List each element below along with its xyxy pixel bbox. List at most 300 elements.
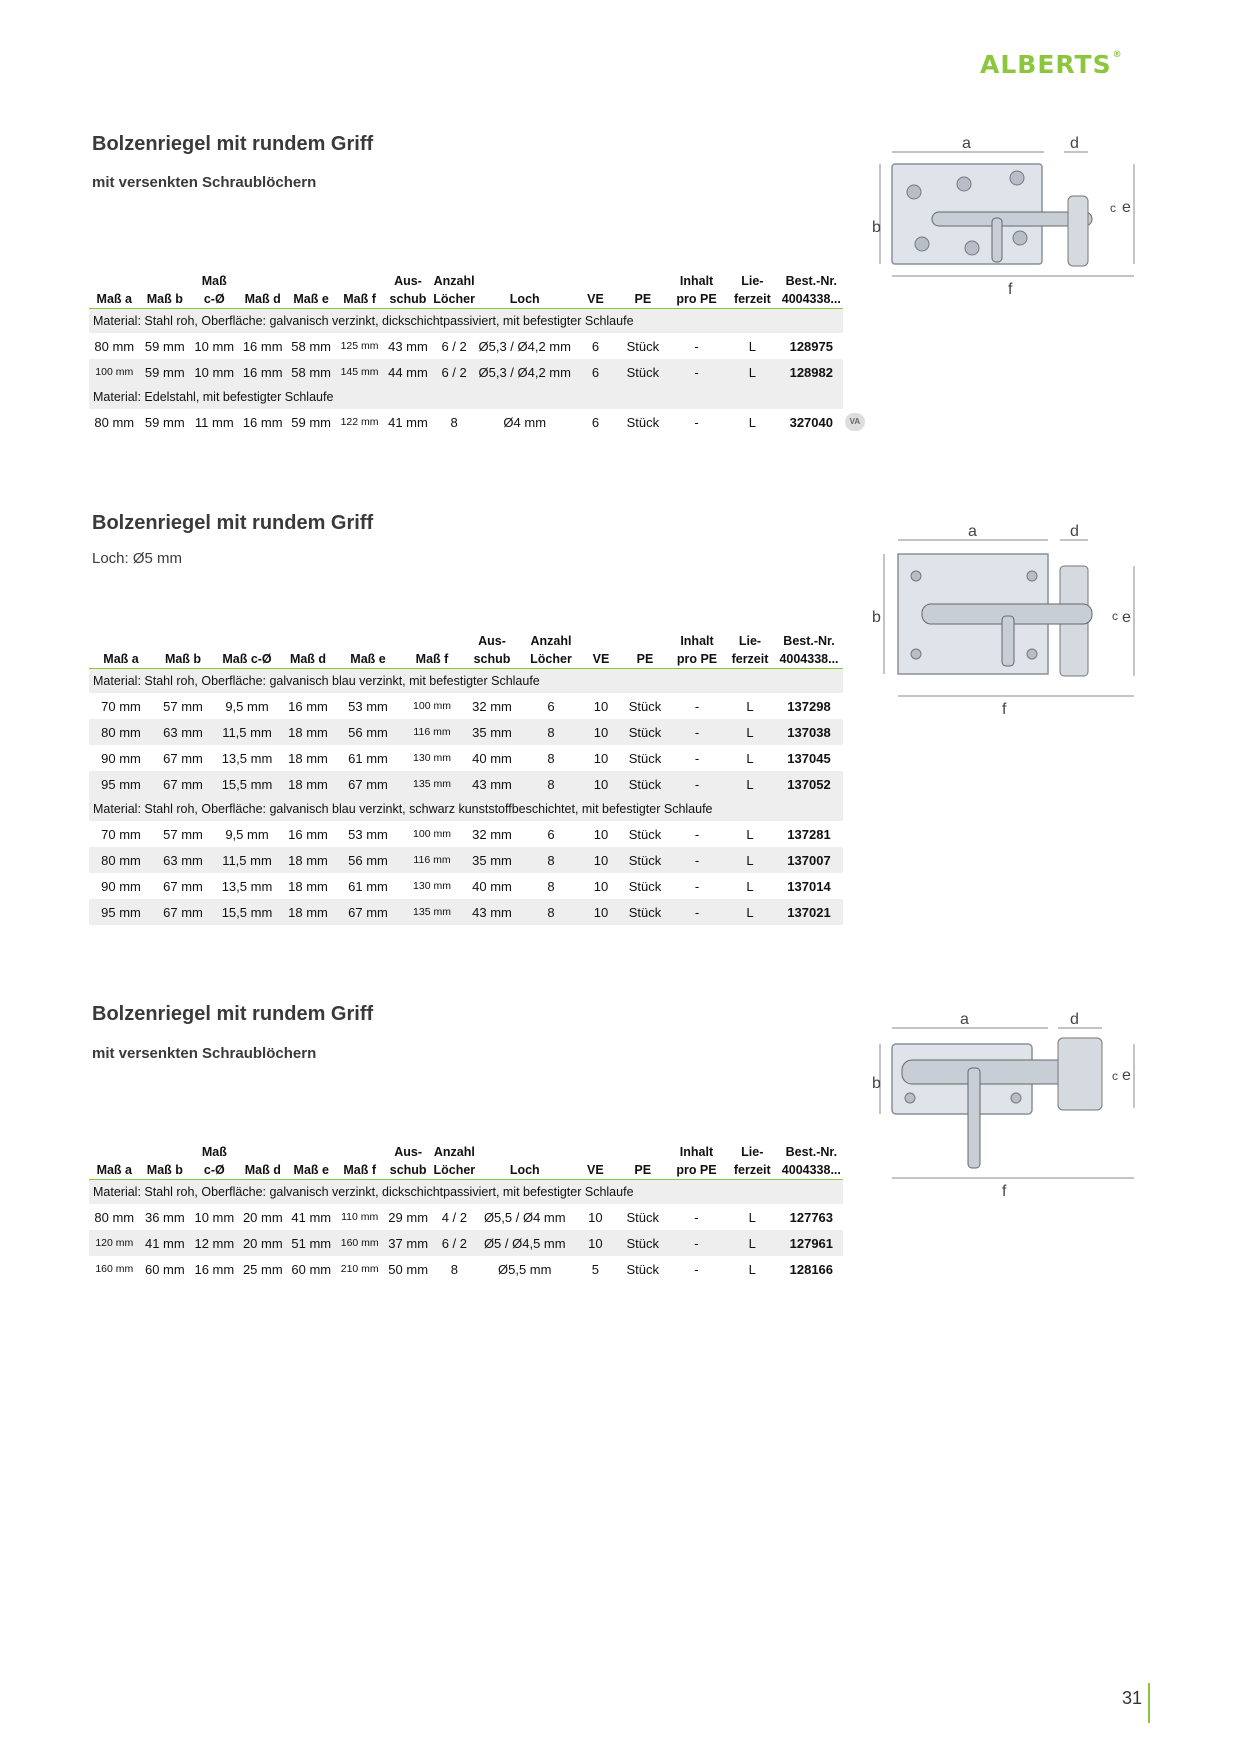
column-header-line: schub xyxy=(389,1163,427,1177)
column-header xyxy=(384,1143,432,1180)
column-header xyxy=(140,272,191,309)
column-header-line: c-Ø xyxy=(203,1163,225,1177)
table-cell: 80 mm xyxy=(94,338,135,354)
table-cell: 135 mm xyxy=(401,899,463,925)
table-cell: 8 xyxy=(547,750,555,766)
column-header-line: Anzahl xyxy=(433,1145,475,1159)
column-header-line: ferzeit xyxy=(733,292,771,306)
table-cell: 10 xyxy=(581,771,621,797)
table-row xyxy=(89,745,843,771)
section-subtitle: Loch: Ø5 mm xyxy=(92,550,183,567)
column-header-line: Best.-Nr. xyxy=(785,274,837,288)
column-header-line: pro PE xyxy=(676,1163,717,1177)
table-cell: - xyxy=(694,698,700,714)
table-cell: 10 mm xyxy=(194,1209,235,1225)
table-cell: - xyxy=(669,847,725,873)
table-cell: 120 mm xyxy=(89,1230,140,1256)
product-diagram xyxy=(872,1008,1150,1198)
table-cell: 41 mm xyxy=(388,414,428,430)
column-header xyxy=(775,632,843,669)
table-cell: 70 mm xyxy=(101,826,141,842)
table-cell: 20 mm xyxy=(239,1230,287,1256)
column-header-line: Maß xyxy=(201,1145,227,1159)
table-cell: 210 mm xyxy=(340,1263,379,1275)
table-cell: L xyxy=(748,1209,756,1225)
column-header-line: 4004338... xyxy=(781,292,841,306)
label-e: e xyxy=(1122,609,1131,626)
stainless-steel-badge: VA xyxy=(845,413,865,431)
column-header xyxy=(335,632,401,669)
table-cell: 116 mm xyxy=(401,847,463,873)
material-description: Material: Stahl roh, Oberfläche: galvanisch verzinkt, dickschichtpassiviert, mit befestigter Schlaufe xyxy=(89,1180,843,1205)
table-cell: 13,5 mm xyxy=(221,750,273,766)
table-cell: L xyxy=(748,338,756,354)
table-cell: - xyxy=(694,414,699,430)
column-header-line: Anzahl xyxy=(530,634,572,648)
table-cell: 130 mm xyxy=(413,880,451,892)
article-number: 137038 xyxy=(775,719,843,745)
column-header xyxy=(780,1143,843,1180)
table-cell: 5 xyxy=(591,1261,599,1277)
table-row xyxy=(89,847,843,873)
section-subtitle: mit versenkten Schraublöchern xyxy=(92,174,317,191)
label-d: d xyxy=(1070,136,1079,152)
table-cell: 44 mm xyxy=(384,359,432,385)
table-cell: 63 mm xyxy=(153,719,213,745)
article-number: 137298 xyxy=(787,698,831,714)
table-cell: 53 mm xyxy=(348,826,388,842)
table-cell: 41 mm xyxy=(291,1209,332,1225)
column-header-line: Lie- xyxy=(738,634,762,648)
column-header-line: Inhalt xyxy=(680,634,714,648)
column-header-line: Lie- xyxy=(741,274,764,288)
label-f: f xyxy=(1008,281,1013,296)
material-row xyxy=(89,669,843,694)
table-cell: - xyxy=(694,826,700,842)
column-header-line: Aus- xyxy=(394,1145,423,1159)
column-header-line: Maß f xyxy=(415,652,449,666)
column-header-line: Maß b xyxy=(146,292,183,306)
column-header xyxy=(521,632,581,669)
column-header xyxy=(573,272,617,309)
section-title: Bolzenriegel mit rundem Griff xyxy=(92,133,374,155)
table-cell: 20 mm xyxy=(242,1209,283,1225)
product-diagram xyxy=(872,136,1150,296)
table-cell: L xyxy=(746,698,754,714)
column-header-line: VE xyxy=(586,1163,604,1177)
column-header-line: Maß e xyxy=(293,292,329,306)
table-cell: 8 xyxy=(521,719,581,745)
table-cell: 59 mm xyxy=(144,414,185,430)
column-header-line: Loch xyxy=(509,292,540,306)
table-cell: 80 mm xyxy=(94,414,135,430)
table-cell: 10 xyxy=(593,750,609,766)
column-header xyxy=(476,1143,573,1180)
table-cell: Stück xyxy=(626,1261,659,1277)
table-header-row xyxy=(89,1143,843,1180)
column-header xyxy=(669,632,725,669)
table-cell: 51 mm xyxy=(287,1230,335,1256)
column-header-line: Maß d xyxy=(289,652,327,666)
table-cell: 6 xyxy=(573,359,617,385)
column-header xyxy=(238,272,286,309)
table-cell: 95 mm xyxy=(89,899,153,925)
table-cell: Stück xyxy=(618,359,669,385)
column-header xyxy=(89,1143,140,1180)
table-cell: Stück xyxy=(617,1230,668,1256)
brand-logo xyxy=(980,50,1123,79)
table-cell: 61 mm xyxy=(348,750,388,766)
column-header xyxy=(618,272,669,309)
column-header-line: Maß f xyxy=(343,292,376,306)
article-number: 137281 xyxy=(787,826,831,842)
table-cell: Stück xyxy=(626,414,660,430)
table-cell: 25 mm xyxy=(242,1261,283,1277)
column-header-line: 4004338... xyxy=(781,1163,841,1177)
table-cell: Stück xyxy=(626,338,660,354)
table-cell: 18 mm xyxy=(281,771,335,797)
column-header xyxy=(384,272,432,309)
article-number: 127763 xyxy=(789,1209,834,1225)
table-cell: 67 mm xyxy=(335,771,401,797)
label-a: a xyxy=(962,136,971,152)
table-header-row xyxy=(89,272,843,309)
table-cell: L xyxy=(725,719,775,745)
column-header-line: VE xyxy=(592,652,610,666)
label-e: e xyxy=(1122,199,1131,216)
table-cell: 67 mm xyxy=(153,899,213,925)
column-header xyxy=(89,632,153,669)
column-header-line: PE xyxy=(634,292,652,306)
table-cell: L xyxy=(725,899,775,925)
table-cell: 8 xyxy=(521,771,581,797)
table-cell: L xyxy=(748,414,756,430)
table-row xyxy=(89,719,843,745)
column-header xyxy=(89,272,140,309)
article-number: 137007 xyxy=(775,847,843,873)
column-header-line: Maß a xyxy=(96,1163,132,1177)
label-d: d xyxy=(1070,1011,1079,1028)
column-header xyxy=(190,272,238,309)
column-header xyxy=(476,272,573,309)
column-header-line: Löcher xyxy=(433,1163,476,1177)
table-cell: 58 mm xyxy=(287,359,335,385)
table-cell: 16 mm xyxy=(242,414,283,430)
table-cell: - xyxy=(694,1209,699,1225)
table-cell: 18 mm xyxy=(281,847,335,873)
column-header xyxy=(153,632,213,669)
column-header-line: Maß f xyxy=(343,1163,377,1177)
table-cell: 4 / 2 xyxy=(441,1209,467,1225)
column-header-line: Löcher xyxy=(530,652,572,666)
material-description: Material: Stahl roh, Oberfläche: galvanisch verzinkt, dickschichtpassiviert, mit befestigter Schlaufe xyxy=(89,309,843,334)
article-number: 137045 xyxy=(787,750,831,766)
column-header xyxy=(281,632,335,669)
section-title: Bolzenriegel mit rundem Griff xyxy=(92,512,374,534)
column-header xyxy=(725,632,775,669)
table-cell: 35 mm xyxy=(463,719,521,745)
column-header xyxy=(780,272,843,309)
article-number: 127961 xyxy=(780,1230,843,1256)
article-number: 137052 xyxy=(775,771,843,797)
column-header xyxy=(432,1143,476,1180)
table-cell: 11,5 mm xyxy=(213,847,281,873)
table-row xyxy=(89,821,843,847)
column-header-line: Maß d xyxy=(244,1163,281,1177)
page-number: 31 xyxy=(1122,1688,1143,1708)
table-cell: 59 mm xyxy=(144,338,185,354)
table-cell: 122 mm xyxy=(340,416,379,428)
column-header-line: ferzeit xyxy=(733,1163,771,1177)
table-cell: Ø5,3 / Ø4,2 mm xyxy=(476,359,573,385)
column-header xyxy=(432,272,476,309)
table-cell: 80 mm xyxy=(89,719,153,745)
table-cell: 135 mm xyxy=(401,771,463,797)
table-cell: L xyxy=(725,1230,780,1256)
table-cell: 15,5 mm xyxy=(213,899,281,925)
label-b: b xyxy=(872,219,881,236)
table-cell: Stück xyxy=(628,826,662,842)
table-cell: 11 mm xyxy=(194,414,234,430)
table-cell: 13,5 mm xyxy=(221,878,273,894)
material-row xyxy=(89,309,843,334)
label-e: e xyxy=(1122,1067,1131,1084)
label-c: c xyxy=(1110,201,1116,215)
column-header xyxy=(621,632,669,669)
material-row xyxy=(89,1180,843,1205)
table-cell: Stück xyxy=(621,899,669,925)
table-cell: Stück xyxy=(628,878,662,894)
table-cell: - xyxy=(669,899,725,925)
column-header-line: Inhalt xyxy=(679,274,714,288)
table-cell: 8 xyxy=(450,414,458,430)
table-cell: Stück xyxy=(621,719,669,745)
table-cell: Stück xyxy=(628,698,662,714)
table-cell: 95 mm xyxy=(89,771,153,797)
table-cell: 16 mm xyxy=(194,1261,235,1277)
table-cell: 50 mm xyxy=(388,1261,429,1277)
column-header-line: Maß e xyxy=(293,1163,329,1177)
column-header xyxy=(239,1143,287,1180)
column-header-line: Maß a xyxy=(96,292,132,306)
table-cell: 10 xyxy=(581,899,621,925)
table-cell: 32 mm xyxy=(472,698,512,714)
table-cell: 57 mm xyxy=(163,826,203,842)
table-cell: 40 mm xyxy=(472,750,512,766)
table-cell: L xyxy=(725,771,775,797)
table-row xyxy=(89,333,843,359)
table-row xyxy=(89,1256,843,1282)
column-header xyxy=(725,1143,780,1180)
table-cell: Ø5,3 / Ø4,2 mm xyxy=(478,338,571,354)
table-cell: 56 mm xyxy=(335,847,401,873)
column-header xyxy=(581,632,621,669)
table-cell: Stück xyxy=(621,771,669,797)
product-table xyxy=(89,632,843,925)
table-cell: 90 mm xyxy=(101,878,141,894)
table-cell: 59 mm xyxy=(140,359,191,385)
table-cell: 160 mm xyxy=(335,1230,383,1256)
article-number: 137021 xyxy=(775,899,843,925)
column-header xyxy=(725,272,780,309)
table-cell: 6 xyxy=(591,414,600,430)
table-cell: L xyxy=(725,359,780,385)
table-cell: 59 mm xyxy=(291,414,331,430)
article-number: 128166 xyxy=(789,1261,834,1277)
table-cell: 6 xyxy=(591,338,600,354)
table-row xyxy=(89,409,843,435)
table-header-row xyxy=(89,632,843,669)
table-cell: 100 mm xyxy=(413,700,451,712)
table-cell: 9,5 mm xyxy=(225,826,269,842)
product-table xyxy=(89,272,861,435)
column-header-line: Maß d xyxy=(244,292,281,306)
table-cell: 16 mm xyxy=(242,338,283,354)
table-cell: 36 mm xyxy=(144,1209,185,1225)
column-header-line: Loch xyxy=(509,1163,540,1177)
table-cell: L xyxy=(725,847,775,873)
table-cell: 9,5 mm xyxy=(225,698,269,714)
label-f: f xyxy=(1002,1183,1007,1198)
table-cell: 10 xyxy=(593,826,609,842)
table-cell: 37 mm xyxy=(384,1230,432,1256)
table-cell: L xyxy=(748,1261,756,1277)
table-cell: 29 mm xyxy=(388,1209,429,1225)
label-a: a xyxy=(968,523,977,540)
table-cell: 10 xyxy=(588,1209,603,1225)
table-cell: L xyxy=(746,826,754,842)
table-cell: 8 xyxy=(521,847,581,873)
table-cell: 57 mm xyxy=(163,698,203,714)
column-header-line: Lie- xyxy=(741,1145,764,1159)
table-cell: 43 mm xyxy=(388,338,428,354)
table-cell: 15,5 mm xyxy=(213,771,281,797)
table-row xyxy=(89,771,843,797)
table-cell: Ø5 / Ø4,5 mm xyxy=(476,1230,573,1256)
article-number: 137014 xyxy=(787,878,831,894)
table-cell: 80 mm xyxy=(89,847,153,873)
column-header-line: Maß e xyxy=(350,652,386,666)
table-cell: 145 mm xyxy=(335,359,383,385)
material-description: Material: Stahl roh, Oberfläche: galvanisch blau verzinkt, schwarz kunststoffbeschichtet, mit befestigter Schlaufe xyxy=(89,797,843,821)
column-header xyxy=(668,272,725,309)
column-header xyxy=(287,1143,335,1180)
table-cell: 70 mm xyxy=(101,698,141,714)
material-row xyxy=(89,385,843,409)
table-cell: Stück xyxy=(621,847,669,873)
column-header-line: VE xyxy=(587,292,604,306)
column-header-line: Anzahl xyxy=(433,274,475,288)
table-cell: Ø4 mm xyxy=(503,414,547,430)
table-cell: 8 xyxy=(547,878,555,894)
product-table xyxy=(89,1143,843,1282)
table-cell: 160 mm xyxy=(95,1263,134,1275)
table-cell: 80 mm xyxy=(94,1209,135,1225)
table-cell: 40 mm xyxy=(472,878,512,894)
table-row xyxy=(89,1204,843,1230)
article-number: 128982 xyxy=(780,359,843,385)
table-cell: 63 mm xyxy=(153,847,213,873)
column-header-line: schub xyxy=(389,292,427,306)
table-cell: - xyxy=(694,338,699,354)
table-cell: 6 xyxy=(547,698,555,714)
column-header-line: 4004338... xyxy=(779,652,839,666)
article-number: 128975 xyxy=(789,338,833,354)
column-header-line: Maß xyxy=(201,274,227,288)
table-cell: 67 mm xyxy=(163,878,203,894)
label-b: b xyxy=(872,609,881,626)
label-b: b xyxy=(872,1075,881,1092)
column-header-line: schub xyxy=(473,652,511,666)
column-header-line: Best.-Nr. xyxy=(783,634,835,648)
material-description: Material: Stahl roh, Oberfläche: galvanisch blau verzinkt, mit befestigter Schlaufe xyxy=(89,669,843,694)
table-cell: 18 mm xyxy=(288,878,328,894)
column-header-line: Aus- xyxy=(478,634,506,648)
label-d: d xyxy=(1070,523,1079,540)
column-header-line: Maß a xyxy=(103,652,139,666)
table-cell: 125 mm xyxy=(340,340,379,352)
column-header xyxy=(335,1143,383,1180)
column-header xyxy=(190,1143,238,1180)
table-cell: 11,5 mm xyxy=(213,719,281,745)
table-row xyxy=(89,693,843,719)
table-cell: Ø5,5 / Ø4 mm xyxy=(483,1209,566,1225)
table-cell: L xyxy=(746,878,754,894)
material-description: Material: Edelstahl, mit befestigter Schlaufe xyxy=(89,385,843,409)
table-cell: 10 xyxy=(593,878,609,894)
table-cell: 67 mm xyxy=(153,771,213,797)
table-cell: 10 xyxy=(581,719,621,745)
table-cell: 16 mm xyxy=(288,826,328,842)
table-cell: - xyxy=(694,878,700,894)
table-cell: L xyxy=(746,750,754,766)
column-header xyxy=(463,632,521,669)
column-header-line: ferzeit xyxy=(731,652,769,666)
column-header xyxy=(335,272,383,309)
label-c: c xyxy=(1112,1069,1118,1083)
column-header xyxy=(573,1143,617,1180)
table-cell: 60 mm xyxy=(291,1261,332,1277)
table-cell: 10 xyxy=(581,847,621,873)
table-cell: 35 mm xyxy=(463,847,521,873)
table-cell: 12 mm xyxy=(190,1230,238,1256)
column-header xyxy=(213,632,281,669)
table-cell: - xyxy=(669,771,725,797)
column-header-line: Maß c-Ø xyxy=(222,652,272,666)
table-cell: 100 mm xyxy=(413,828,451,840)
column-header xyxy=(287,272,335,309)
table-cell: 6 xyxy=(547,826,555,842)
page-number-bar xyxy=(1148,1683,1150,1723)
table-cell: 6 / 2 xyxy=(432,359,476,385)
table-cell: 130 mm xyxy=(413,752,451,764)
table-cell: 16 mm xyxy=(288,698,328,714)
table-cell: 18 mm xyxy=(288,750,328,766)
column-header xyxy=(401,632,463,669)
material-row xyxy=(89,797,843,821)
column-header xyxy=(668,1143,725,1180)
table-cell: 110 mm xyxy=(341,1211,379,1223)
table-cell: 43 mm xyxy=(463,771,521,797)
table-row xyxy=(89,359,843,385)
table-cell: 10 mm xyxy=(190,359,238,385)
table-cell: 43 mm xyxy=(463,899,521,925)
column-header-line: Inhalt xyxy=(679,1145,714,1159)
column-header-line: PE xyxy=(636,652,654,666)
table-cell: 41 mm xyxy=(140,1230,191,1256)
table-row xyxy=(89,1230,843,1256)
table-cell: - xyxy=(694,750,700,766)
